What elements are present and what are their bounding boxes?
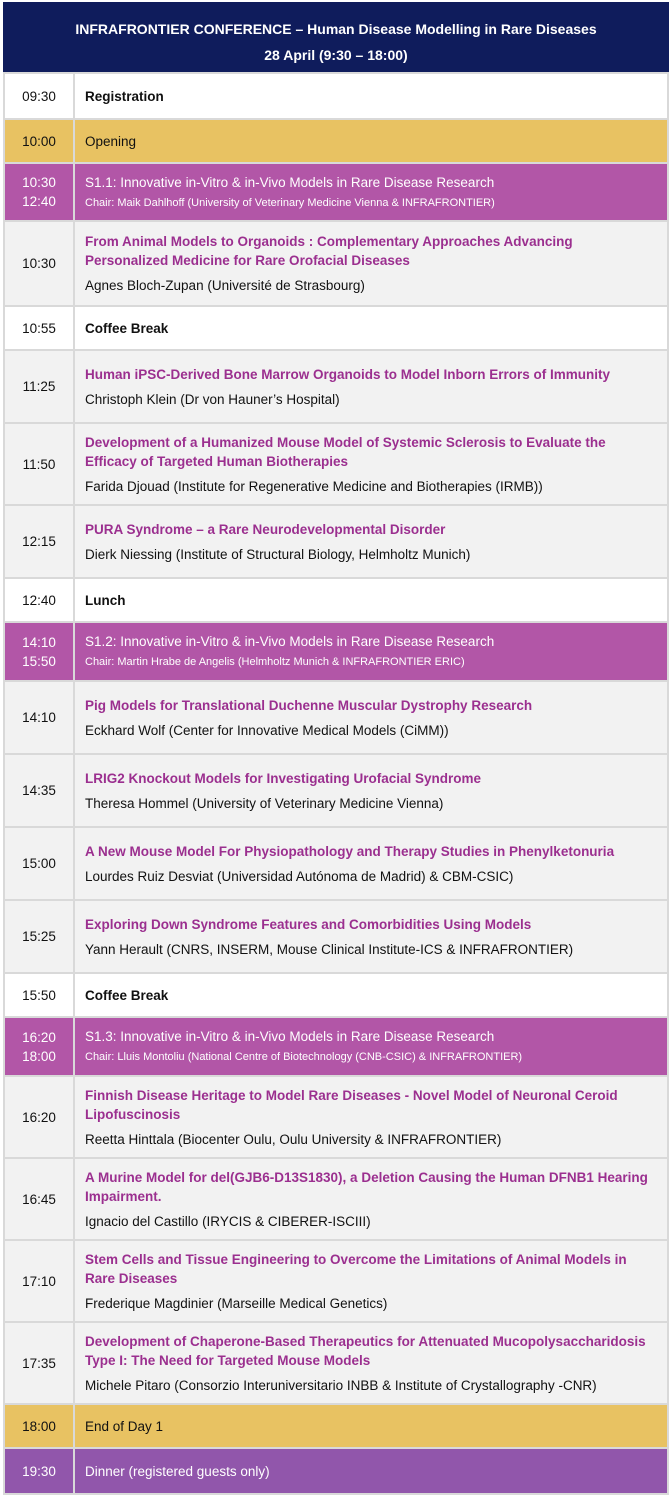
start-time: 18:00 [22, 1418, 56, 1434]
time-cell [4, 73, 74, 119]
time-cell [4, 1448, 74, 1494]
session-title: S1.1: Innovative in-Vitro & in-Vivo Models in Rare Disease Research [85, 174, 495, 190]
time-cell [4, 1076, 74, 1158]
end-time: 15:50 [22, 653, 56, 669]
content-cell [74, 1322, 668, 1404]
start-time: 14:10 [22, 710, 56, 725]
session-row [4, 622, 668, 681]
session-row [4, 1017, 668, 1076]
content-cell [74, 306, 668, 350]
time-cell [4, 306, 74, 350]
schedule-row [4, 1448, 668, 1494]
content-cell [74, 221, 668, 306]
time-cell [4, 163, 74, 221]
schedule-row [4, 1404, 668, 1448]
talk-row [4, 900, 668, 973]
content-cell [74, 578, 668, 622]
event-label: Lunch [85, 592, 126, 608]
event-label: Coffee Break [85, 987, 169, 1003]
content-cell [74, 119, 668, 163]
session-title: S1.3: Innovative in-Vitro & in-Vivo Models in Rare Disease Research [85, 1029, 495, 1044]
speaker-name: Theresa Hommel (University of Veterinary Medicine Vienna) [85, 795, 444, 811]
end-time: 18:00 [22, 1048, 56, 1064]
start-time: 16:20 [22, 1029, 56, 1045]
start-time: 10:00 [22, 133, 56, 149]
schedule-table [3, 72, 669, 1495]
event-label: End of Day 1 [85, 1418, 164, 1434]
content-cell [74, 622, 668, 681]
start-time: 12:40 [22, 592, 56, 608]
schedule-row [4, 973, 668, 1017]
talk-row [4, 827, 668, 900]
content-cell [74, 505, 668, 578]
talk-title: Finnish Disease Heritage to Model Rare Diseases - Novel Model of Neuronal Ceroid Lipofuscinosis [85, 1087, 618, 1122]
start-time: 16:45 [22, 1191, 56, 1207]
start-time: 09:30 [22, 88, 56, 104]
schedule-row [4, 119, 668, 163]
content-cell [74, 73, 668, 119]
schedule-row [4, 306, 668, 350]
start-time: 15:25 [22, 929, 56, 944]
talk-row [4, 1240, 668, 1322]
start-time: 15:00 [22, 856, 56, 871]
program-title: INFRAFRONTIER CONFERENCE – Human Disease Modelling in Rare Diseases [75, 21, 597, 37]
speaker-name: Reetta Hinttala (Biocenter Oulu, Oulu University & INFRAFRONTIER) [85, 1131, 502, 1147]
talk-title: Pig Models for Translational Duchenne Muscular Dystrophy Research [85, 697, 533, 713]
talk-row [4, 1158, 668, 1240]
talk-title: A New Mouse Model For Physiopathology and Therapy Studies in Phenylketonuria [85, 843, 615, 859]
time-cell [4, 1240, 74, 1322]
content-cell [74, 350, 668, 423]
event-label: Registration [85, 88, 164, 104]
talk-row [4, 1076, 668, 1158]
content-cell [74, 163, 668, 221]
start-time: 17:35 [22, 1355, 56, 1371]
program-header [3, 2, 669, 72]
start-time: 10:55 [22, 320, 56, 336]
content-cell [74, 681, 668, 754]
speaker-name: Eckhard Wolf (Center for Innovative Medical Models (CiMM)) [85, 722, 449, 738]
content-cell [74, 1448, 668, 1494]
session-row [4, 163, 668, 221]
content-cell [74, 754, 668, 827]
event-label: Dinner (registered guests only) [85, 1463, 270, 1479]
speaker-name: Agnes Bloch-Zupan (Université de Strasbourg) [85, 278, 365, 293]
time-cell [4, 1322, 74, 1404]
start-time: 17:10 [22, 1273, 56, 1289]
talk-row [4, 754, 668, 827]
event-label: Coffee Break [85, 320, 169, 336]
talk-row [4, 505, 668, 578]
speaker-name: Christoph Klein (Dr von Hauner’s Hospital) [85, 391, 340, 407]
speaker-name: Lourdes Ruiz Desviat (Universidad Autónoma de Madrid) & CBM-CSIC) [85, 868, 514, 884]
time-cell [4, 681, 74, 754]
start-time: 16:20 [22, 1109, 56, 1125]
start-time: 14:35 [22, 783, 56, 798]
time-cell [4, 578, 74, 622]
event-label: Opening [85, 133, 137, 149]
talk-row [4, 681, 668, 754]
time-cell [4, 622, 74, 681]
talk-title: Human iPSC-Derived Bone Marrow Organoids to Model Inborn Errors of Immunity [85, 366, 611, 382]
content-cell [74, 1404, 668, 1448]
time-cell [4, 973, 74, 1017]
schedule-row [4, 73, 668, 119]
speaker-name: Ignacio del Castillo (IRYCIS & CIBERER-ISCIII) [85, 1213, 371, 1229]
content-cell [74, 900, 668, 973]
start-time: 10:30 [22, 256, 56, 271]
speaker-name: Michele Pitaro (Consorzio Interuniversitario INBB & Institute of Crystallography -CNR) [85, 1377, 597, 1393]
time-cell [4, 505, 74, 578]
schedule-row [4, 578, 668, 622]
start-time: 11:25 [22, 379, 56, 394]
content-cell [74, 423, 668, 505]
content-cell [74, 1017, 668, 1076]
start-time: 10:30 [22, 175, 56, 190]
program-date: 28 April (9:30 – 18:00) [264, 47, 408, 63]
talk-title: Development of Chaperone-Based Therapeutics for Attenuated Mucopolysaccharidosis Type I: The Need for Targeted Mouse Models [85, 1333, 646, 1368]
talk-title: A Murine Model for del(GJB6-D13S1830), a Deletion Causing the Human DFNB1 Hearing Impairment. [85, 1169, 648, 1204]
talk-title: Exploring Down Syndrome Features and Comorbidities Using Models [85, 916, 532, 932]
time-cell [4, 119, 74, 163]
time-cell [4, 221, 74, 306]
talk-title: From Animal Models to Organoids : Complementary Approaches Advancing Personalized Medicine for Rare Orofacial Diseases [85, 234, 573, 268]
time-cell [4, 423, 74, 505]
session-chair: Chair: Lluis Montoliu (National Centre of Biotechnology (CNB-CSIC) & INFRAFRONTIER) [85, 1051, 523, 1063]
end-time: 12:40 [22, 194, 56, 209]
talk-title: PURA Syndrome – a Rare Neurodevelopmental Disorder [85, 521, 446, 537]
conference-program [3, 2, 669, 1495]
talk-title: Stem Cells and Tissue Engineering to Overcome the Limitations of Animal Models in Rare Diseases [85, 1251, 627, 1286]
start-time: 14:10 [22, 634, 56, 650]
content-cell [74, 1240, 668, 1322]
talk-row [4, 221, 668, 306]
time-cell [4, 1158, 74, 1240]
session-chair: Chair: Martin Hrabe de Angelis (Helmholtz Munich & INFRAFRONTIER ERIC) [85, 656, 465, 668]
time-cell [4, 1404, 74, 1448]
talk-row [4, 1322, 668, 1404]
speaker-name: Yann Herault (CNRS, INSERM, Mouse Clinical Institute-ICS & INFRAFRONTIER) [85, 941, 574, 957]
start-time: 15:50 [22, 987, 56, 1003]
content-cell [74, 827, 668, 900]
talk-title: Development of a Humanized Mouse Model of Systemic Sclerosis to Evaluate the Efficacy of Targeted Human Biotherapies [85, 434, 606, 469]
session-title: S1.2: Innovative in-Vitro & in-Vivo Models in Rare Disease Research [85, 634, 495, 649]
time-cell [4, 754, 74, 827]
talk-title: LRIG2 Knockout Models for Investigating Urofacial Syndrome [85, 770, 482, 786]
content-cell [74, 1158, 668, 1240]
content-cell [74, 1076, 668, 1158]
content-cell [74, 973, 668, 1017]
session-chair: Chair: Maik Dahlhoff (University of Veterinary Medicine Vienna & INFRAFRONTIER) [85, 196, 495, 209]
time-cell [4, 900, 74, 973]
talk-row [4, 423, 668, 505]
speaker-name: Frederique Magdinier (Marseille Medical Genetics) [85, 1295, 388, 1311]
talk-row [4, 350, 668, 423]
time-cell [4, 1017, 74, 1076]
start-time: 19:30 [22, 1463, 56, 1479]
time-cell [4, 350, 74, 423]
speaker-name: Farida Djouad (Institute for Regenerative Medicine and Biotherapies (IRMB)) [85, 478, 543, 494]
start-time: 12:15 [22, 534, 56, 549]
time-cell [4, 827, 74, 900]
speaker-name: Dierk Niessing (Institute of Structural Biology, Helmholtz Munich) [85, 546, 471, 562]
start-time: 11:50 [22, 456, 56, 472]
